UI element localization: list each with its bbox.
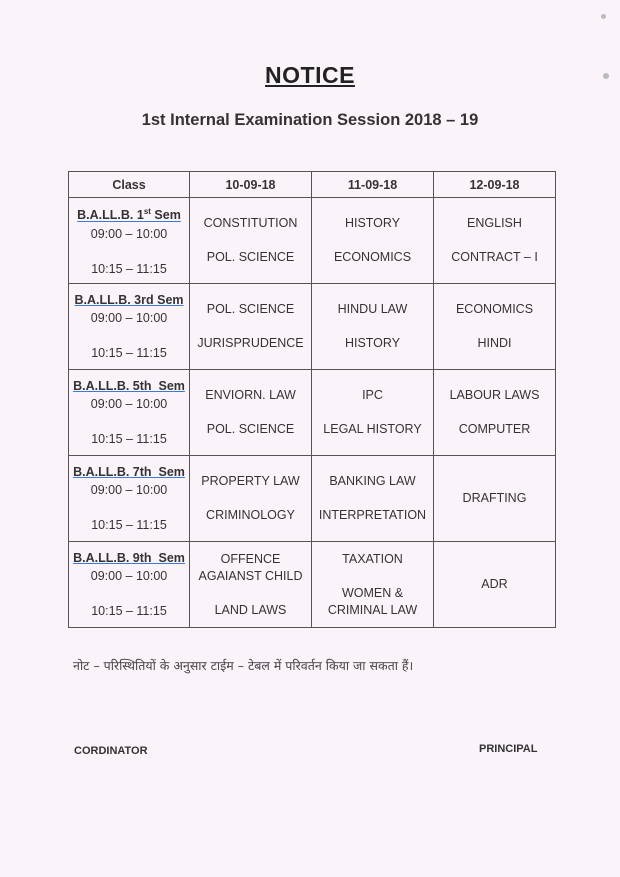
subject-cell — [190, 456, 312, 542]
subject: WOMEN & — [341, 585, 404, 600]
subject: ENVIORN. LAW — [205, 388, 296, 402]
header-class: Class — [69, 172, 190, 198]
table-row — [69, 542, 556, 628]
principal-signature: PRINCIPAL — [479, 743, 538, 755]
hindi-note: नोट – परिस्थितियों के अनुसार टाईम – टेबल में परिवर्तन किया जा सकता हैं। — [73, 658, 414, 673]
table-row — [69, 456, 556, 542]
time-slot-2: 10:15 – 11:15 — [91, 432, 167, 446]
table-row — [69, 284, 556, 370]
subject-cell — [434, 456, 556, 542]
subject: ECONOMICS — [333, 250, 412, 264]
time-slot-2: 10:15 – 11:15 — [91, 346, 167, 360]
subject-cell — [190, 542, 312, 628]
page-title: NOTICE — [265, 62, 355, 88]
class-label: B.A.LL.B. 9th Sem — [73, 551, 185, 565]
subject-cell — [312, 542, 434, 628]
class-label: B.A.LL.B. 1st Sem — [77, 207, 181, 223]
subject: POL. SCIENCE — [206, 302, 295, 316]
subject: CRIMINAL LAW — [327, 602, 418, 617]
class-cell — [69, 284, 190, 370]
time-slot-1: 09:00 – 10:00 — [90, 226, 168, 241]
header-date-2: 11-09-18 — [312, 172, 434, 198]
time-slot-1: 09:00 – 10:00 — [90, 483, 168, 497]
subject: CRIMINOLOGY — [206, 508, 295, 522]
subject: IPC — [362, 388, 383, 402]
subject-cell — [312, 284, 434, 370]
subject: LAND LAWS — [214, 602, 287, 617]
subject-cell — [312, 456, 434, 542]
subject: LABOUR LAWS — [449, 388, 540, 402]
header-date-3: 12-09-18 — [434, 172, 556, 198]
subject-cell — [312, 370, 434, 456]
time-slot-1: 09:00 – 10:00 — [90, 311, 168, 325]
subject: POL. SCIENCE — [206, 250, 295, 264]
subject: ECONOMICS — [455, 302, 534, 316]
subject: CONTRACT – I — [451, 250, 538, 264]
subject: COMPUTER — [458, 422, 531, 436]
class-cell — [69, 198, 190, 284]
subject-cell — [434, 284, 556, 370]
subject: CONSTITUTION — [203, 216, 298, 230]
subject: PROPERTY LAW — [201, 474, 300, 488]
subject-cell — [190, 370, 312, 456]
class-label: B.A.LL.B. 3rd Sem — [74, 293, 184, 307]
punch-mark — [603, 73, 609, 79]
subject: HISTORY — [344, 336, 401, 350]
page-subtitle: 1st Internal Examination Session 2018 – 19 — [141, 111, 479, 129]
header-date-1: 10-09-18 — [190, 172, 312, 198]
time-slot-1: 09:00 – 10:00 — [90, 397, 168, 411]
subject: BANKING LAW — [329, 474, 416, 488]
subject: LEGAL HISTORY — [323, 422, 422, 436]
exam-schedule-table — [68, 171, 556, 628]
subject: DRAFTING — [462, 491, 527, 505]
table-header-row — [69, 172, 556, 198]
time-slot-2: 10:15 – 11:15 — [91, 518, 167, 532]
subject-cell — [434, 370, 556, 456]
subject: ENGLISH — [467, 216, 522, 230]
punch-mark — [601, 14, 606, 19]
subject: OFFENCE — [220, 551, 281, 566]
subject: AGAIANST CHILD — [198, 568, 303, 583]
subject-cell — [434, 542, 556, 628]
subject: TAXATION — [342, 551, 403, 566]
subject: HINDI — [477, 336, 512, 350]
subject: JURISPRUDENCE — [197, 336, 304, 350]
time-slot-2: 10:15 – 11:15 — [91, 604, 167, 618]
coordinator-signature: CORDINATOR — [74, 745, 148, 757]
class-cell — [69, 542, 190, 628]
time-slot-1: 09:00 – 10:00 — [90, 569, 168, 583]
subject-cell — [312, 198, 434, 284]
subject: POL. SCIENCE — [206, 422, 295, 436]
table-row — [69, 370, 556, 456]
subject-cell — [190, 284, 312, 370]
class-label: B.A.LL.B. 5th Sem — [73, 379, 185, 393]
subject: HINDU LAW — [337, 302, 408, 316]
subject: HISTORY — [344, 216, 401, 230]
subject: INTERPRETATION — [318, 508, 427, 522]
class-cell — [69, 456, 190, 542]
subject: ADR — [481, 577, 508, 591]
class-label: B.A.LL.B. 7th Sem — [73, 465, 185, 479]
subject-cell — [190, 198, 312, 284]
time-slot-2: 10:15 – 11:15 — [91, 261, 167, 276]
table-row — [69, 198, 556, 284]
subject-cell — [434, 198, 556, 284]
class-cell — [69, 370, 190, 456]
